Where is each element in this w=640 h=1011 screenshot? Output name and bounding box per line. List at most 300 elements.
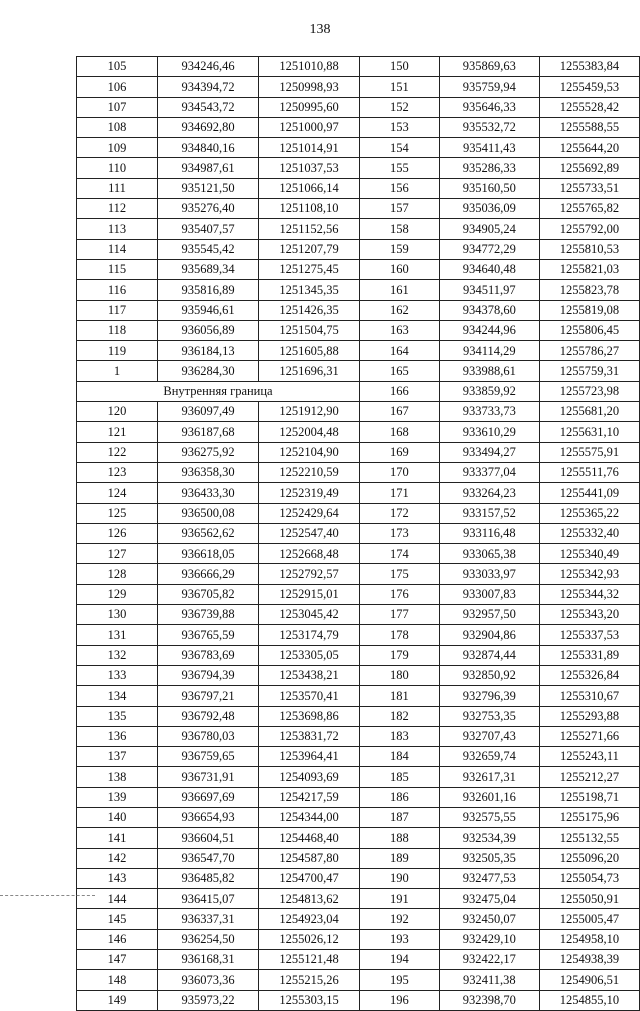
y-coordinate-cell: 1254700,47 [259, 868, 360, 888]
point-number-cell: 186 [360, 787, 440, 807]
point-number-cell: 196 [360, 990, 440, 1010]
point-number-cell: 158 [360, 219, 440, 239]
table-row [77, 178, 360, 198]
x-coordinate-cell: 932475,04 [439, 889, 539, 909]
y-coordinate-cell: 1255331,89 [539, 645, 639, 665]
x-coordinate-cell: 936783,69 [158, 645, 259, 665]
table-row [77, 483, 360, 503]
y-coordinate-cell: 1255528,42 [539, 97, 639, 117]
y-coordinate-cell: 1252429,64 [259, 503, 360, 523]
y-coordinate-cell: 1255365,22 [539, 503, 639, 523]
point-number-cell: 159 [360, 239, 440, 259]
y-coordinate-cell: 1255644,20 [539, 138, 639, 158]
table-row [360, 970, 640, 990]
y-coordinate-cell: 1252792,57 [259, 564, 360, 584]
y-coordinate-cell: 1255243,11 [539, 747, 639, 767]
table-row [77, 117, 360, 137]
x-coordinate-cell: 936666,29 [158, 564, 259, 584]
y-coordinate-cell: 1251014,91 [259, 138, 360, 158]
x-coordinate-cell: 935759,94 [439, 77, 539, 97]
x-coordinate-cell: 932904,86 [439, 625, 539, 645]
table-row [360, 381, 640, 401]
y-coordinate-cell: 1251426,35 [259, 300, 360, 320]
table-row [77, 584, 360, 604]
x-coordinate-cell: 935276,40 [158, 199, 259, 219]
table-row [77, 868, 360, 888]
table-row [77, 686, 360, 706]
y-coordinate-cell: 1254958,10 [539, 929, 639, 949]
point-number-cell: 1 [77, 361, 158, 381]
y-coordinate-cell: 1255806,45 [539, 320, 639, 340]
point-number-cell: 129 [77, 584, 158, 604]
y-coordinate-cell: 1251066,14 [259, 178, 360, 198]
y-coordinate-cell: 1254093,69 [259, 767, 360, 787]
point-number-cell: 183 [360, 726, 440, 746]
x-coordinate-cell: 933377,04 [439, 462, 539, 482]
table-row [360, 178, 640, 198]
table-row [360, 341, 640, 361]
x-coordinate-cell: 936759,65 [158, 747, 259, 767]
point-number-cell: 138 [77, 767, 158, 787]
table-row [77, 828, 360, 848]
table-row [77, 381, 360, 401]
point-number-cell: 121 [77, 422, 158, 442]
table-row [77, 909, 360, 929]
x-coordinate-cell: 935121,50 [158, 178, 259, 198]
point-number-cell: 164 [360, 341, 440, 361]
table-row [77, 361, 360, 381]
table-row [77, 259, 360, 279]
x-coordinate-cell: 933610,29 [439, 422, 539, 442]
x-coordinate-cell: 936337,31 [158, 909, 259, 929]
table-row [360, 767, 640, 787]
x-coordinate-cell: 932398,70 [439, 990, 539, 1010]
table-row [360, 544, 640, 564]
point-number-cell: 140 [77, 807, 158, 827]
x-coordinate-cell: 934378,60 [439, 300, 539, 320]
table-row [360, 402, 640, 422]
y-coordinate-cell: 1251504,75 [259, 320, 360, 340]
x-coordinate-cell: 932422,17 [439, 950, 539, 970]
point-number-cell: 142 [77, 848, 158, 868]
coordinates-table-left [76, 56, 360, 1011]
point-number-cell: 166 [360, 381, 440, 401]
point-number-cell: 149 [77, 990, 158, 1010]
table-row [77, 645, 360, 665]
point-number-cell: 108 [77, 117, 158, 137]
table-row [77, 97, 360, 117]
table-row [360, 300, 640, 320]
point-number-cell: 106 [77, 77, 158, 97]
point-number-cell: 190 [360, 868, 440, 888]
table-row [360, 564, 640, 584]
point-number-cell: 105 [77, 57, 158, 77]
y-coordinate-cell: 1251037,53 [259, 158, 360, 178]
table-row [77, 422, 360, 442]
y-coordinate-cell: 1255511,76 [539, 462, 639, 482]
x-coordinate-cell: 936794,39 [158, 665, 259, 685]
x-coordinate-cell: 933988,61 [439, 361, 539, 381]
table-row [77, 320, 360, 340]
y-coordinate-cell: 1254344,00 [259, 807, 360, 827]
y-coordinate-cell: 1255786,27 [539, 341, 639, 361]
x-coordinate-cell: 934543,72 [158, 97, 259, 117]
y-coordinate-cell: 1254587,80 [259, 848, 360, 868]
table-row [360, 138, 640, 158]
x-coordinate-cell: 934114,29 [439, 341, 539, 361]
point-number-cell: 188 [360, 828, 440, 848]
point-number-cell: 120 [77, 402, 158, 422]
y-coordinate-cell: 1251275,45 [259, 259, 360, 279]
x-coordinate-cell: 935689,34 [158, 259, 259, 279]
table-row [360, 361, 640, 381]
y-coordinate-cell: 1255383,84 [539, 57, 639, 77]
x-coordinate-cell: 933033,97 [439, 564, 539, 584]
y-coordinate-cell: 1255759,31 [539, 361, 639, 381]
point-number-cell: 191 [360, 889, 440, 909]
point-number-cell: 150 [360, 57, 440, 77]
y-coordinate-cell: 1255459,53 [539, 77, 639, 97]
y-coordinate-cell: 1253570,41 [259, 686, 360, 706]
table-row [360, 442, 640, 462]
point-number-cell: 134 [77, 686, 158, 706]
x-coordinate-cell: 936618,05 [158, 544, 259, 564]
point-number-cell: 173 [360, 523, 440, 543]
x-coordinate-cell: 935946,61 [158, 300, 259, 320]
point-number-cell: 174 [360, 544, 440, 564]
point-number-cell: 185 [360, 767, 440, 787]
point-number-cell: 172 [360, 503, 440, 523]
x-coordinate-cell: 935160,50 [439, 178, 539, 198]
table-row [360, 523, 640, 543]
x-coordinate-cell: 935407,57 [158, 219, 259, 239]
table-row [360, 503, 640, 523]
table-row [77, 138, 360, 158]
point-number-cell: 144 [77, 889, 158, 909]
y-coordinate-cell: 1251696,31 [259, 361, 360, 381]
table-row [77, 990, 360, 1010]
x-coordinate-cell: 934394,72 [158, 77, 259, 97]
point-number-cell: 193 [360, 929, 440, 949]
y-coordinate-cell: 1253698,86 [259, 706, 360, 726]
x-coordinate-cell: 932617,31 [439, 767, 539, 787]
y-coordinate-cell: 1254217,59 [259, 787, 360, 807]
x-coordinate-cell: 935816,89 [158, 280, 259, 300]
x-coordinate-cell: 935532,72 [439, 117, 539, 137]
y-coordinate-cell: 1253964,41 [259, 747, 360, 767]
y-coordinate-cell: 1254855,10 [539, 990, 639, 1010]
y-coordinate-cell: 1255340,49 [539, 544, 639, 564]
x-coordinate-cell: 936705,82 [158, 584, 259, 604]
x-coordinate-cell: 936073,36 [158, 970, 259, 990]
table-row [360, 645, 640, 665]
table-row [360, 320, 640, 340]
x-coordinate-cell: 936433,30 [158, 483, 259, 503]
y-coordinate-cell: 1255198,71 [539, 787, 639, 807]
point-number-cell: 115 [77, 259, 158, 279]
y-coordinate-cell: 1251912,90 [259, 402, 360, 422]
x-coordinate-cell: 932505,35 [439, 848, 539, 868]
x-coordinate-cell: 932411,38 [439, 970, 539, 990]
x-coordinate-cell: 934905,24 [439, 219, 539, 239]
y-coordinate-cell: 1255026,12 [259, 929, 360, 949]
table-row [360, 117, 640, 137]
x-coordinate-cell: 934244,96 [439, 320, 539, 340]
point-number-cell: 114 [77, 239, 158, 259]
y-coordinate-cell: 1255271,66 [539, 726, 639, 746]
table-row [360, 868, 640, 888]
table-row [77, 787, 360, 807]
point-number-cell: 157 [360, 199, 440, 219]
y-coordinate-cell: 1254906,51 [539, 970, 639, 990]
y-coordinate-cell: 1255293,88 [539, 706, 639, 726]
point-number-cell: 155 [360, 158, 440, 178]
y-coordinate-cell: 1252104,90 [259, 442, 360, 462]
y-coordinate-cell: 1255765,82 [539, 199, 639, 219]
y-coordinate-cell: 1253045,42 [259, 605, 360, 625]
table-row [77, 442, 360, 462]
y-coordinate-cell: 1255692,89 [539, 158, 639, 178]
y-coordinate-cell: 1255819,08 [539, 300, 639, 320]
point-number-cell: 152 [360, 97, 440, 117]
table-row [360, 929, 640, 949]
y-coordinate-cell: 1252547,40 [259, 523, 360, 543]
y-coordinate-cell: 1253305,05 [259, 645, 360, 665]
y-coordinate-cell: 1251345,35 [259, 280, 360, 300]
x-coordinate-cell: 936731,91 [158, 767, 259, 787]
table-row [77, 706, 360, 726]
x-coordinate-cell: 933116,48 [439, 523, 539, 543]
y-coordinate-cell: 1255096,20 [539, 848, 639, 868]
y-coordinate-cell: 1250995,60 [259, 97, 360, 117]
x-coordinate-cell: 935286,33 [439, 158, 539, 178]
x-coordinate-cell: 932753,35 [439, 706, 539, 726]
y-coordinate-cell: 1255588,55 [539, 117, 639, 137]
point-number-cell: 119 [77, 341, 158, 361]
x-coordinate-cell: 934840,16 [158, 138, 259, 158]
x-coordinate-cell: 935869,63 [439, 57, 539, 77]
y-coordinate-cell: 1254468,40 [259, 828, 360, 848]
table-row [360, 280, 640, 300]
x-coordinate-cell: 936168,31 [158, 950, 259, 970]
y-coordinate-cell: 1253174,79 [259, 625, 360, 645]
y-coordinate-cell: 1255050,91 [539, 889, 639, 909]
point-number-cell: 147 [77, 950, 158, 970]
table-row [77, 807, 360, 827]
table-row [77, 605, 360, 625]
table-row [360, 483, 640, 503]
table-row [77, 665, 360, 685]
x-coordinate-cell: 932534,39 [439, 828, 539, 848]
table-row [360, 747, 640, 767]
point-number-cell: 133 [77, 665, 158, 685]
x-coordinate-cell: 936254,50 [158, 929, 259, 949]
point-number-cell: 165 [360, 361, 440, 381]
y-coordinate-cell: 1255344,32 [539, 584, 639, 604]
table-row [360, 787, 640, 807]
x-coordinate-cell: 932850,92 [439, 665, 539, 685]
x-coordinate-cell: 932874,44 [439, 645, 539, 665]
x-coordinate-cell: 933264,23 [439, 483, 539, 503]
y-coordinate-cell: 1252915,01 [259, 584, 360, 604]
point-number-cell: 163 [360, 320, 440, 340]
x-coordinate-cell: 936485,82 [158, 868, 259, 888]
x-coordinate-cell: 932659,74 [439, 747, 539, 767]
y-coordinate-cell: 1255343,20 [539, 605, 639, 625]
point-number-cell: 184 [360, 747, 440, 767]
point-number-cell: 178 [360, 625, 440, 645]
table-row [360, 57, 640, 77]
point-number-cell: 145 [77, 909, 158, 929]
y-coordinate-cell: 1255810,53 [539, 239, 639, 259]
point-number-cell: 182 [360, 706, 440, 726]
y-coordinate-cell: 1255342,93 [539, 564, 639, 584]
x-coordinate-cell: 935646,33 [439, 97, 539, 117]
table-row [77, 77, 360, 97]
y-coordinate-cell: 1255337,53 [539, 625, 639, 645]
y-coordinate-cell: 1250998,93 [259, 77, 360, 97]
table-row [77, 280, 360, 300]
point-number-cell: 194 [360, 950, 440, 970]
y-coordinate-cell: 1251207,79 [259, 239, 360, 259]
y-coordinate-cell: 1255175,96 [539, 807, 639, 827]
table-row [360, 889, 640, 909]
table-row [77, 848, 360, 868]
table-row [360, 462, 640, 482]
y-coordinate-cell: 1251010,88 [259, 57, 360, 77]
table-row [77, 462, 360, 482]
x-coordinate-cell: 936547,70 [158, 848, 259, 868]
table-row [360, 706, 640, 726]
x-coordinate-cell: 936739,88 [158, 605, 259, 625]
table-row [77, 564, 360, 584]
table-row [360, 848, 640, 868]
y-coordinate-cell: 1255326,84 [539, 665, 639, 685]
y-coordinate-cell: 1252668,48 [259, 544, 360, 564]
point-number-cell: 143 [77, 868, 158, 888]
x-coordinate-cell: 936780,03 [158, 726, 259, 746]
point-number-cell: 118 [77, 320, 158, 340]
point-number-cell: 153 [360, 117, 440, 137]
point-number-cell: 107 [77, 97, 158, 117]
table-row [360, 584, 640, 604]
x-coordinate-cell: 936604,51 [158, 828, 259, 848]
y-coordinate-cell: 1254813,62 [259, 889, 360, 909]
table-row [360, 828, 640, 848]
point-number-cell: 112 [77, 199, 158, 219]
x-coordinate-cell: 936697,69 [158, 787, 259, 807]
y-coordinate-cell: 1255792,00 [539, 219, 639, 239]
table-row [77, 300, 360, 320]
x-coordinate-cell: 936275,92 [158, 442, 259, 462]
x-coordinate-cell: 936562,62 [158, 523, 259, 543]
x-coordinate-cell: 932957,50 [439, 605, 539, 625]
table-row [360, 807, 640, 827]
x-coordinate-cell: 934640,48 [439, 259, 539, 279]
table-row [77, 523, 360, 543]
point-number-cell: 177 [360, 605, 440, 625]
point-number-cell: 128 [77, 564, 158, 584]
x-coordinate-cell: 932601,16 [439, 787, 539, 807]
table-row [360, 259, 640, 279]
point-number-cell: 122 [77, 442, 158, 462]
point-number-cell: 175 [360, 564, 440, 584]
y-coordinate-cell: 1255054,73 [539, 868, 639, 888]
table-row [360, 605, 640, 625]
x-coordinate-cell: 936097,49 [158, 402, 259, 422]
table-row [77, 158, 360, 178]
y-coordinate-cell: 1252210,59 [259, 462, 360, 482]
point-number-cell: 148 [77, 970, 158, 990]
point-number-cell: 179 [360, 645, 440, 665]
table-row [360, 950, 640, 970]
x-coordinate-cell: 936358,30 [158, 462, 259, 482]
table-row [77, 767, 360, 787]
x-coordinate-cell: 933157,52 [439, 503, 539, 523]
x-coordinate-cell: 936654,93 [158, 807, 259, 827]
x-coordinate-cell: 933733,73 [439, 402, 539, 422]
y-coordinate-cell: 1255821,03 [539, 259, 639, 279]
point-number-cell: 135 [77, 706, 158, 726]
x-coordinate-cell: 932707,43 [439, 726, 539, 746]
point-number-cell: 146 [77, 929, 158, 949]
y-coordinate-cell: 1255823,78 [539, 280, 639, 300]
section-heading: Внутренняя граница [77, 381, 360, 401]
y-coordinate-cell: 1254923,04 [259, 909, 360, 929]
y-coordinate-cell: 1255681,20 [539, 402, 639, 422]
y-coordinate-cell: 1255215,26 [259, 970, 360, 990]
table-row [360, 726, 640, 746]
table-row [77, 402, 360, 422]
y-coordinate-cell: 1255723,98 [539, 381, 639, 401]
point-number-cell: 125 [77, 503, 158, 523]
point-number-cell: 132 [77, 645, 158, 665]
table-row [360, 990, 640, 1010]
point-number-cell: 130 [77, 605, 158, 625]
x-coordinate-cell: 936500,08 [158, 503, 259, 523]
y-coordinate-cell: 1255005,47 [539, 909, 639, 929]
point-number-cell: 170 [360, 462, 440, 482]
table-row [77, 970, 360, 990]
y-coordinate-cell: 1252319,49 [259, 483, 360, 503]
table-row [77, 219, 360, 239]
table-row [360, 665, 640, 685]
point-number-cell: 167 [360, 402, 440, 422]
table-row [77, 199, 360, 219]
point-number-cell: 171 [360, 483, 440, 503]
x-coordinate-cell: 936187,68 [158, 422, 259, 442]
y-coordinate-cell: 1255212,27 [539, 767, 639, 787]
y-coordinate-cell: 1255121,48 [259, 950, 360, 970]
point-number-cell: 109 [77, 138, 158, 158]
y-coordinate-cell: 1255575,91 [539, 442, 639, 462]
y-coordinate-cell: 1254938,39 [539, 950, 639, 970]
point-number-cell: 110 [77, 158, 158, 178]
table-row [360, 422, 640, 442]
x-coordinate-cell: 936765,59 [158, 625, 259, 645]
point-number-cell: 151 [360, 77, 440, 97]
point-number-cell: 137 [77, 747, 158, 767]
point-number-cell: 124 [77, 483, 158, 503]
table-row [360, 77, 640, 97]
y-coordinate-cell: 1251108,10 [259, 199, 360, 219]
y-coordinate-cell: 1253438,21 [259, 665, 360, 685]
table-row [360, 686, 640, 706]
table-row [360, 158, 640, 178]
point-number-cell: 127 [77, 544, 158, 564]
table-row [77, 929, 360, 949]
y-coordinate-cell: 1255310,67 [539, 686, 639, 706]
